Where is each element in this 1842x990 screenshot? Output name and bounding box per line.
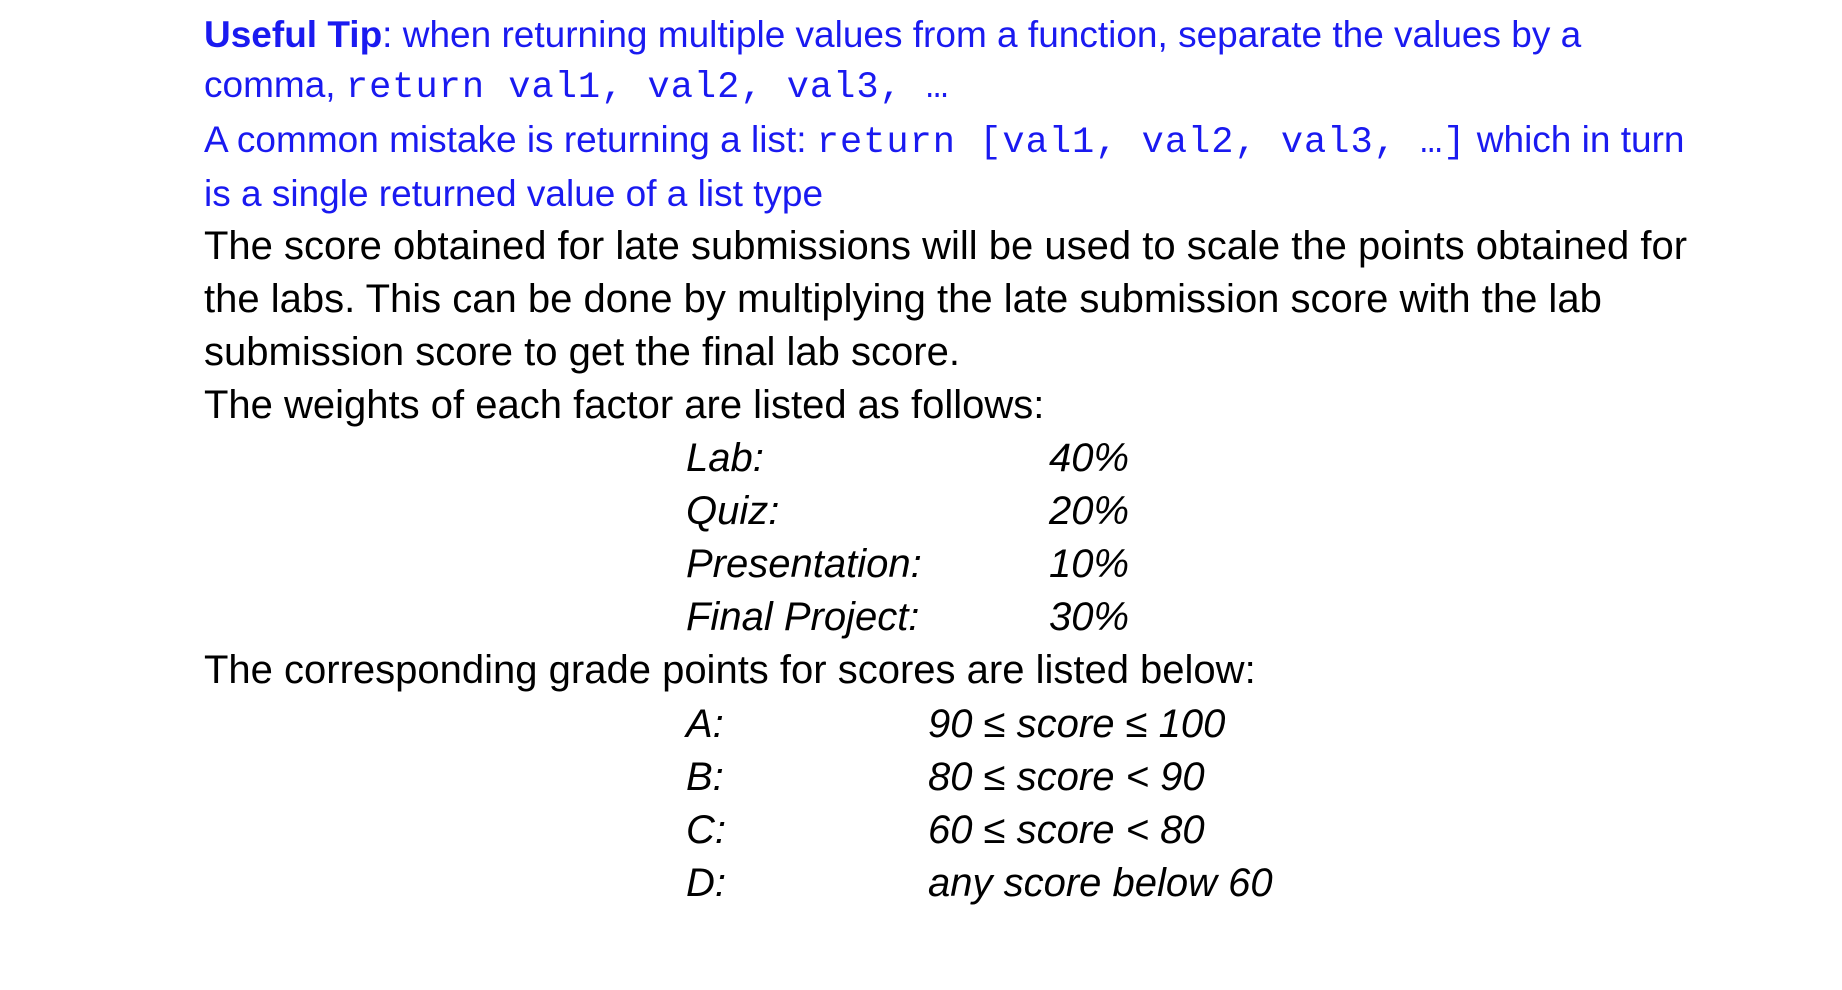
mistake-line-2: is a single returned value of a list type	[204, 173, 824, 214]
tip-comma-text: comma,	[204, 64, 336, 105]
tip-line-1	[204, 9, 1581, 61]
grade-label: C:	[686, 808, 726, 852]
tip-line-2	[204, 59, 949, 114]
paragraph-line-2: the labs. This can be done by multiplying the late submission score with the lab	[204, 277, 1602, 321]
weight-label: Final Project:	[686, 595, 920, 639]
weight-label: Quiz:	[686, 489, 780, 533]
document-page	[204, 0, 1764, 990]
tip-text: : when returning multiple values from a function, separate the values by a	[382, 14, 1582, 55]
mistake-code: return [val1, val2, val3, …]	[816, 122, 1467, 164]
grades-intro: The corresponding grade points for scores are listed below:	[204, 648, 1256, 692]
weight-label: Lab:	[686, 436, 764, 480]
grade-range: 90 ≤ score ≤ 100	[928, 702, 1226, 746]
paragraph-line-1: The score obtained for late submissions will be used to scale the points obtained for	[204, 224, 1688, 268]
grade-range: 60 ≤ score < 80	[928, 808, 1205, 852]
grade-range: 80 ≤ score < 90	[928, 755, 1205, 799]
tip-label: Useful Tip	[204, 14, 383, 55]
mistake-suffix: which in turn	[1476, 119, 1685, 160]
paragraph-line-3: submission score to get the final lab score.	[204, 330, 960, 374]
tip-return-code: return val1, val2, val3, …	[345, 67, 950, 109]
weight-label: Presentation:	[686, 542, 922, 586]
weights-intro: The weights of each factor are listed as follows:	[204, 383, 1045, 427]
weight-value: 20%	[1049, 489, 1130, 533]
weight-value: 30%	[1049, 595, 1130, 639]
grade-range: any score below 60	[928, 861, 1273, 905]
grade-label: D:	[686, 861, 726, 905]
mistake-text: A common mistake is returning a list:	[204, 119, 807, 160]
mistake-line-1	[204, 114, 1684, 169]
weight-value: 10%	[1049, 542, 1130, 586]
grade-label: B:	[686, 755, 724, 799]
weight-value: 40%	[1049, 436, 1130, 480]
grade-label: A:	[686, 702, 724, 746]
